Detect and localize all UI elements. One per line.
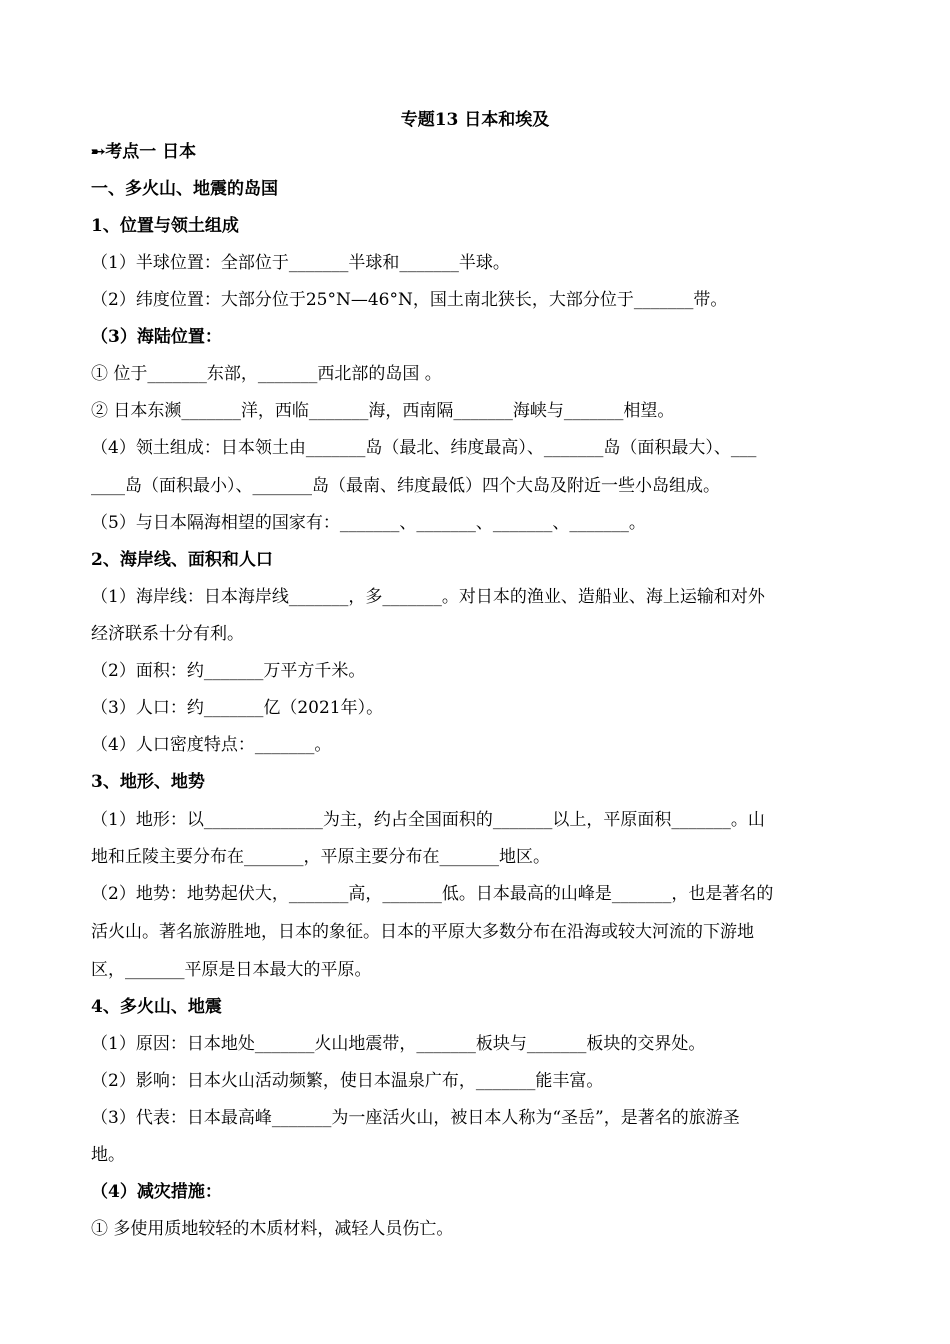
subsection-heading: 3、地形、地势 <box>91 772 205 792</box>
text-line: 活火山。著名旅游胜地，日本的象征。日本的平原大多数分布在沿海或较大河流的下游地 <box>91 922 754 942</box>
text-line: （4）减灾措施： <box>91 1182 222 1202</box>
text-line: （4）人口密度特点：_______。 <box>91 735 332 755</box>
text-line: ① 位于_______东部，_______西北部的岛国 。 <box>91 364 442 384</box>
text-line: （1）原因：日本地处_______火山地震带，_______板块与_______板块的交界处。 <box>91 1034 706 1054</box>
text-line: （2）面积：约_______万平方千米。 <box>91 661 366 681</box>
text-line: （2）影响：日本火山活动频繁，使日本温泉广布，_______能丰富。 <box>91 1071 604 1091</box>
text-line: 区，_______平原是日本最大的平原。 <box>91 960 372 980</box>
text-line: （5）与日本隔海相望的国家有：_______、_______、_______、_______。 <box>91 513 646 533</box>
text-line: （3）人口：约_______亿（2021年）。 <box>91 698 384 718</box>
text-line: 地。 <box>91 1145 125 1165</box>
text-line: （2）地势：地势起伏大，_______高，_______低。日本最高的山峰是_______，也是著名的 <box>91 884 774 904</box>
text-line: （1）半球位置：全部位于_______半球和_______半球。 <box>91 253 510 273</box>
chapter-heading: 一、多火山、地震的岛国 <box>91 179 278 199</box>
text-line: （3）代表：日本最高峰_______为一座活火山，被日本人称为“圣岳”，是著名的旅游圣 <box>91 1108 740 1128</box>
page-title: 专题13 日本和埃及 <box>400 110 550 130</box>
text-line: ____岛（面积最小）、_______岛（最南、纬度最低）四个大岛及附近一些小岛组成。 <box>91 476 720 496</box>
text-line: （1）地形：以______________为主，约占全国面积的_______以上，平原面积_______。山 <box>91 810 765 830</box>
subsection-heading: 4、多火山、地震 <box>91 997 222 1017</box>
text-line: 地和丘陵主要分布在_______，平原主要分布在_______地区。 <box>91 847 550 867</box>
section-heading: ➸考点一 日本 <box>91 142 197 162</box>
text-line: （4）领土组成：日本领土由_______岛（最北、纬度最高）、_______岛（面积最大）、___ <box>91 438 757 458</box>
text-line: （1）海岸线：日本海岸线_______，多_______。对日本的渔业、造船业、海上运输和对外 <box>91 587 765 607</box>
subsection-heading: 2、海岸线、面积和人口 <box>91 550 273 570</box>
text-line: ② 日本东濒_______洋，西临_______海，西南隔_______海峡与_______相望。 <box>91 401 675 421</box>
subsection-heading: 1、位置与领土组成 <box>91 216 239 236</box>
text-line: ① 多使用质地较轻的木质材料，减轻人员伤亡。 <box>91 1219 454 1239</box>
text-line: （2）纬度位置：大部分位于25°N—46°N，国土南北狭长，大部分位于_______带。 <box>91 290 728 310</box>
text-line: 经济联系十分有利。 <box>91 624 244 644</box>
text-line: （3）海陆位置： <box>91 327 222 347</box>
